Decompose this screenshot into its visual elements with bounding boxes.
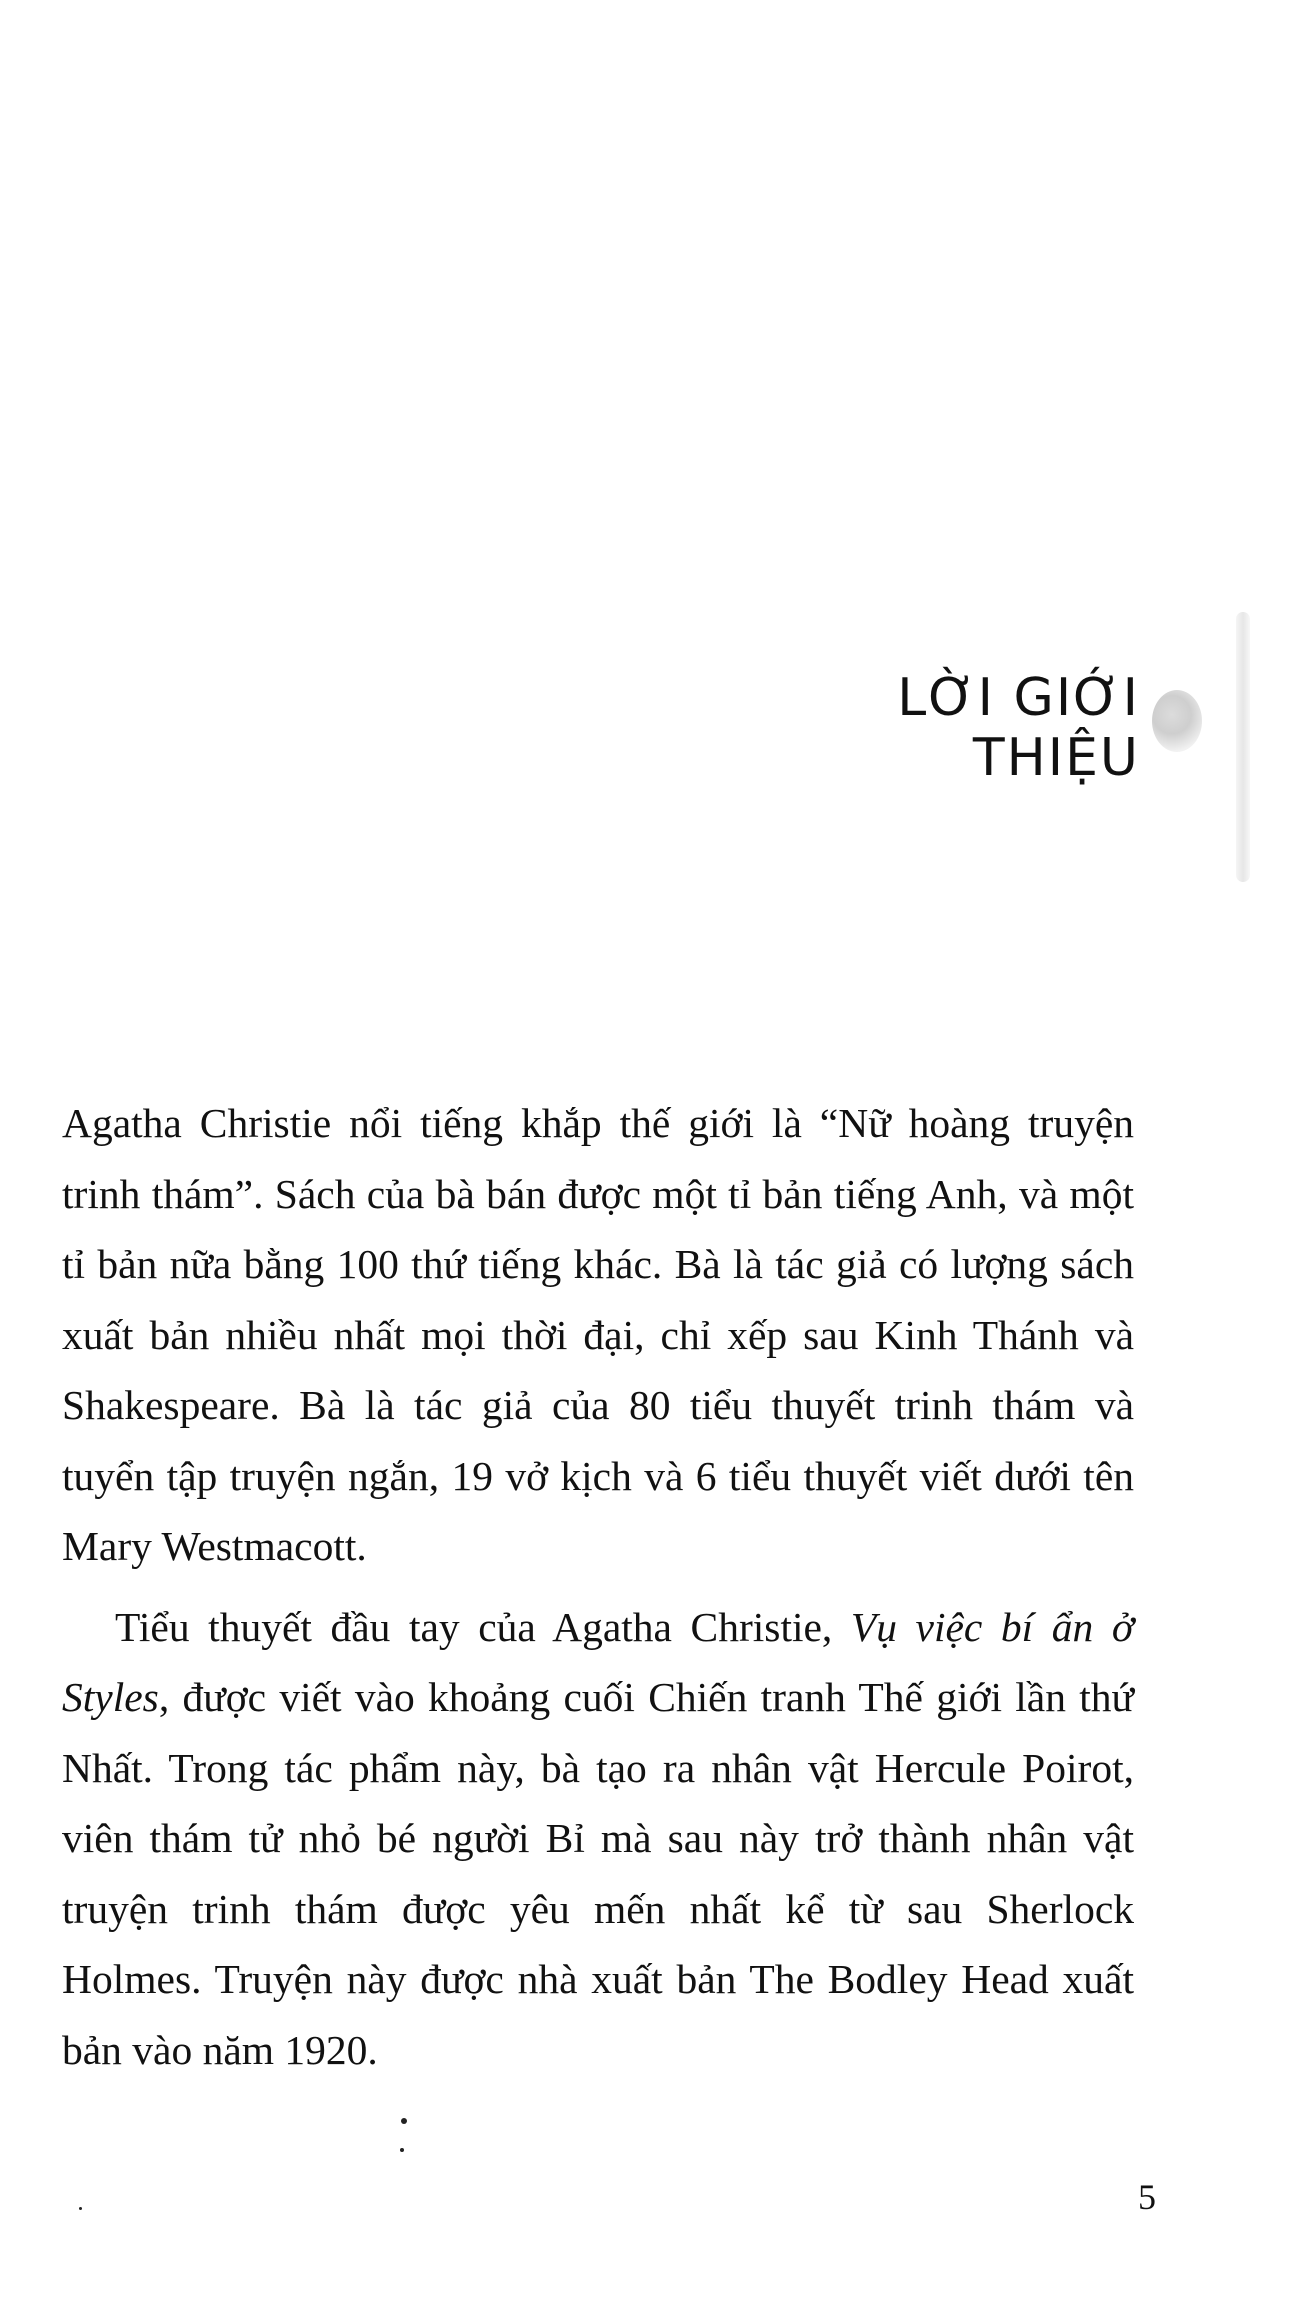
book-title: Vụ việc bí ẩn ở Styles [62, 1603, 1134, 1720]
scan-speck [401, 2118, 407, 2124]
page-number: 5 [1138, 2177, 1156, 2217]
paragraph-2-rest: , được viết vào khoảng cuối Chiến tranh Thế giới lần thứ Nhất. Trong tác phẩm này, bà tạo ra nhân vật Hercule Poirot, viên thám tử nhỏ bé người Bỉ mà sau này trở thành nhân vật truyện trinh thám được yêu mến nhất kể từ sau Sherlock Holmes. Truyện này được nhà xuất bản The Bodley Head xuất bản vào năm 1920. [62, 1674, 1134, 2073]
scan-speck [400, 2148, 404, 2152]
paragraph-2 [62, 1592, 1134, 2086]
scan-smudge [1152, 690, 1202, 752]
page-title: LỜI GIỚI THIỆU [897, 668, 1140, 788]
scan-edge-mark [1236, 612, 1250, 882]
scan-speck [79, 2207, 82, 2210]
paragraph-1: Agatha Christie nổi tiếng khắp thế giới là “Nữ hoàng truyện trinh thám”. Sách của bà bán được một tỉ bản tiếng Anh, và một tỉ bản nữa bằng 100 thứ tiếng khác. Bà là tác giả có lượng sách xuất bản nhiều nhất mọi thời đại, chỉ xếp sau Kinh Thánh và Shakespeare. Bà là tác giả của 80 tiểu thuyết trinh thám và tuyển tập truyện ngắn, 19 vở kịch và 6 tiểu thuyết viết dưới tên Mary Westmacott. [62, 1100, 1134, 1569]
paragraph-2-intro: Tiểu thuyết đầu tay của Agatha Christie, [115, 1603, 851, 1650]
body-text [62, 1088, 1134, 2085]
